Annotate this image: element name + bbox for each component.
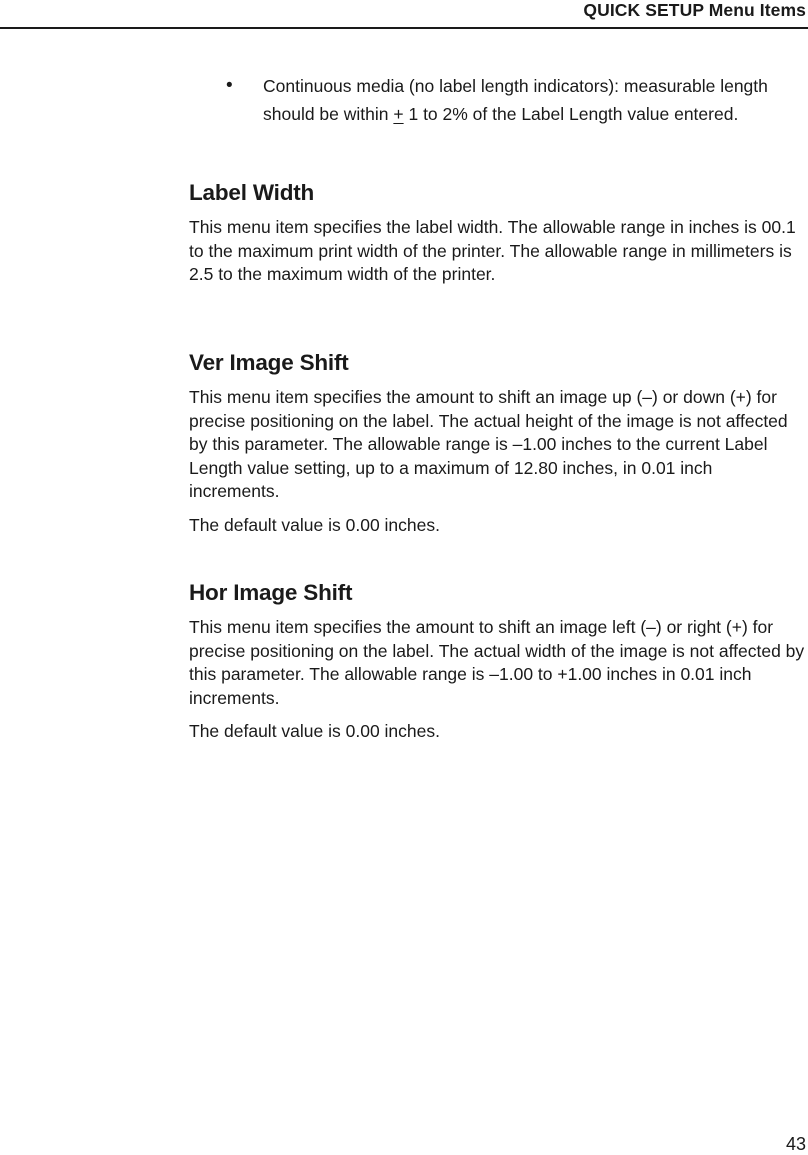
running-head: QUICK SETUP Menu Items [583,0,806,20]
bullet-text-before: Continuous media (no label length indicators): measurable length should be within [263,76,768,124]
label-width-paragraph-1: This menu item specifies the label width. The allowable range in inches is 00.1 to the maximum print width of the printer. The allowable range in millimeters is 2.5 to the maximum width of the printer. [189,217,796,284]
bullet-text [263,72,808,128]
hor-image-shift-paragraph-1: This menu item specifies the amount to shift an image left (–) or right (+) for precise positioning on the label. The actual width of the image is not affected by this parameter. The allowable range is –1.00 to +1.00 inches in 0.01 inch increments. [189,617,805,708]
ver-image-shift-paragraph-1: This menu item specifies the amount to shift an image up (–) or down (+) for precise positioning on the label. The actual height of the image is not affected by this parameter. The allowable range is –1.00 inches to the current Label Length value setting, up to a maximum of 12.80 inches, in 0.01 inch increments. [189,387,788,501]
heading-ver-image-shift: Ver Image Shift [189,350,349,375]
hor-image-shift-paragraph-2: The default value is 0.00 inches. [189,721,440,741]
header-rule [0,27,808,29]
heading-label-width: Label Width [189,180,315,205]
section-hor-image-shift [189,580,805,754]
plus-minus-symbol: + [393,104,404,124]
bullet-text-after: 1 to 2% of the Label Length value entered. [403,104,739,124]
section-ver-image-shift [189,350,805,547]
bullet-mark: • [226,75,233,96]
ver-image-shift-paragraph-2: The default value is 0.00 inches. [189,514,440,535]
section-label-width [189,180,805,297]
page-number: 43 [785,1134,806,1154]
heading-hor-image-shift: Hor Image Shift [189,580,353,605]
